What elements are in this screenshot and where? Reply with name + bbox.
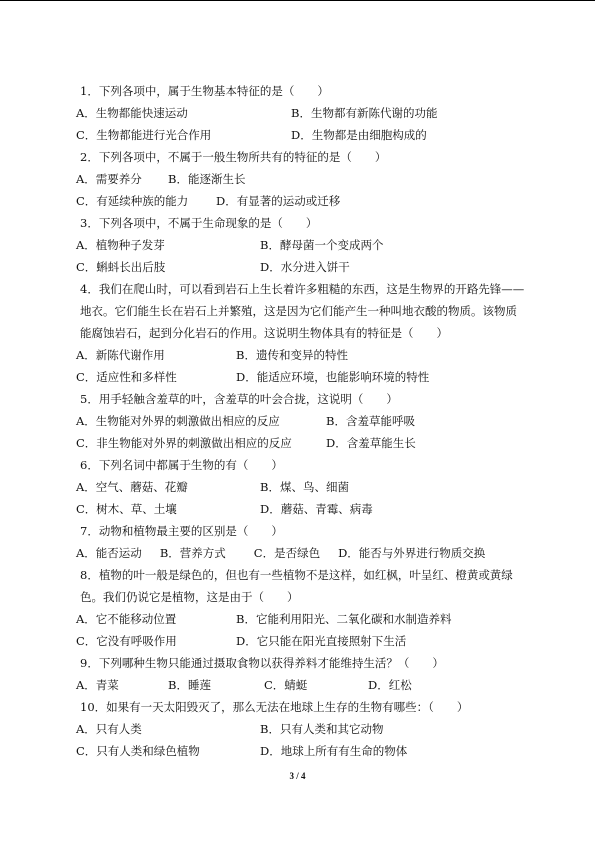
question-1-options-row-2 <box>76 124 526 146</box>
question-4-stem: 4．我们在爬山时，可以看到岩石上生长着许多粗糙的东西，这是生物界的开路先锋——地衣。它们能生长在岩石上并繁殖，这是因为它们能产生一种叫地衣酸的物质。该物质能腐蚀岩石，起到分化岩石的作用。这说明生物体具有的特征是（ ） <box>80 282 525 340</box>
option-b: B．酵母菌一个变成两个 <box>260 238 384 252</box>
option-a: A．青菜 <box>76 678 119 692</box>
option-c: C．蝌蚪长出后肢 <box>76 260 166 274</box>
option-d: D．能适应环境，也能影响环境的特性 <box>236 370 430 384</box>
option-a: A．它不能移动位置 <box>76 612 177 626</box>
question-4-options-row-2 <box>76 366 526 388</box>
option-d: D．它只能在阳光直接照射下生活 <box>236 634 407 648</box>
question-5-stem: 5．用手轻触含羞草的叶，含羞草的叶会合拢，这说明（ ） <box>80 392 398 406</box>
option-a: A．能否运动 <box>76 546 142 560</box>
option-c: C．有延续种族的能力 <box>76 194 189 208</box>
question-8-stem: 8．植物的叶一般是绿色的，但也有一些植物不是这样，如红枫，叶呈红、橙黄或黄绿色。我们仍说它是植物，这是由于（ ） <box>80 568 513 604</box>
option-b: B．它能利用阳光、二氧化碳和水制造养料 <box>236 612 452 626</box>
question-5-options-row-2 <box>76 432 526 454</box>
option-b: B．遗传和变异的特性 <box>236 348 348 362</box>
option-d: D．蘑菇、青霉、病毒 <box>260 502 373 516</box>
option-b: B．能逐渐生长 <box>168 172 246 186</box>
question-10-stem: 10．如果有一天太阳毁灭了，那么无法在地球上生存的生物有哪些：（ ） <box>80 700 469 714</box>
option-d: D．水分进入饼干 <box>260 260 350 274</box>
question-3-options-row-2 <box>76 256 526 278</box>
question-2-stem: 2．下列各项中，不属于一般生物所共有的特征的是（ ） <box>80 150 387 164</box>
option-d: D．含羞草能生长 <box>326 436 416 450</box>
question-6-options-row-1 <box>76 476 526 498</box>
option-a: A．生物都能快速运动 <box>76 106 188 120</box>
option-b: B．含羞草能呼吸 <box>326 414 415 428</box>
question-10-options-row-1 <box>76 718 526 740</box>
page-number: 3 / 4 <box>289 771 306 781</box>
option-a: A．新陈代谢作用 <box>76 348 165 362</box>
option-c: C．是否绿色 <box>253 546 321 560</box>
question-5-options-row-1 <box>76 410 526 432</box>
option-b: B．煤、鸟、细菌 <box>260 480 349 494</box>
option-c: C．只有人类和绿色植物 <box>76 744 200 758</box>
question-7-options <box>76 542 526 564</box>
question-9-stem: 9．下列哪种生物只能通过摄取食物以获得养料才能维持生活？（ ） <box>80 656 444 670</box>
option-d: D．红松 <box>368 678 412 692</box>
question-1-stem: 1．下列各项中，属于生物基本特征的是（ ） <box>80 84 329 98</box>
question-7-stem: 7．动物和植物最主要的区别是（ ） <box>80 524 283 538</box>
question-6-options-row-2 <box>76 498 526 520</box>
question-8-options-row-1 <box>76 608 526 630</box>
question-3-stem: 3．下列各项中，不属于生命现象的是（ ） <box>80 216 318 230</box>
option-d: D．地球上所有有生命的物体 <box>260 744 408 758</box>
option-a: A．需要养分 <box>76 172 142 186</box>
option-c: C．它没有呼吸作用 <box>76 634 177 648</box>
question-8-options-row-2 <box>76 630 526 652</box>
top-rule <box>0 0 595 1</box>
question-1-options-row-1 <box>76 102 526 124</box>
question-9-options <box>76 674 526 696</box>
option-a: A．生物能对外界的刺激做出相应的反应 <box>76 414 280 428</box>
option-d: D．能否与外界进行物质交换 <box>338 546 486 560</box>
option-b: B．睡莲 <box>168 678 211 692</box>
question-3-options-row-1 <box>76 234 526 256</box>
question-4-options-row-1 <box>76 344 526 366</box>
option-d: D．有显著的运动或迁移 <box>216 194 341 208</box>
option-d: D．生物都是由细胞构成的 <box>291 128 427 142</box>
option-c: C．适应性和多样性 <box>76 370 177 384</box>
option-c: C．生物都能进行光合作用 <box>76 128 212 142</box>
question-2-options-row-1 <box>76 168 526 190</box>
question-6-stem: 6．下列名词中都属于生物的有（ ） <box>80 458 283 472</box>
option-a: A．只有人类 <box>76 722 142 736</box>
option-c: C．树木、草、土壤 <box>76 502 177 516</box>
option-a: A．植物种子发芽 <box>76 238 165 252</box>
option-b: B．只有人类和其它动物 <box>260 722 384 736</box>
question-list <box>76 80 526 762</box>
question-10-options-row-2 <box>76 740 526 762</box>
option-c: C．非生物能对外界的刺激做出相应的反应 <box>76 436 292 450</box>
option-c: C．蜻蜓 <box>264 678 308 692</box>
question-2-options-row-2 <box>76 190 526 212</box>
option-b: B．生物都有新陈代谢的功能 <box>291 106 438 120</box>
option-a: A．空气、蘑菇、花瓣 <box>76 480 188 494</box>
option-b: B．营养方式 <box>159 546 226 560</box>
